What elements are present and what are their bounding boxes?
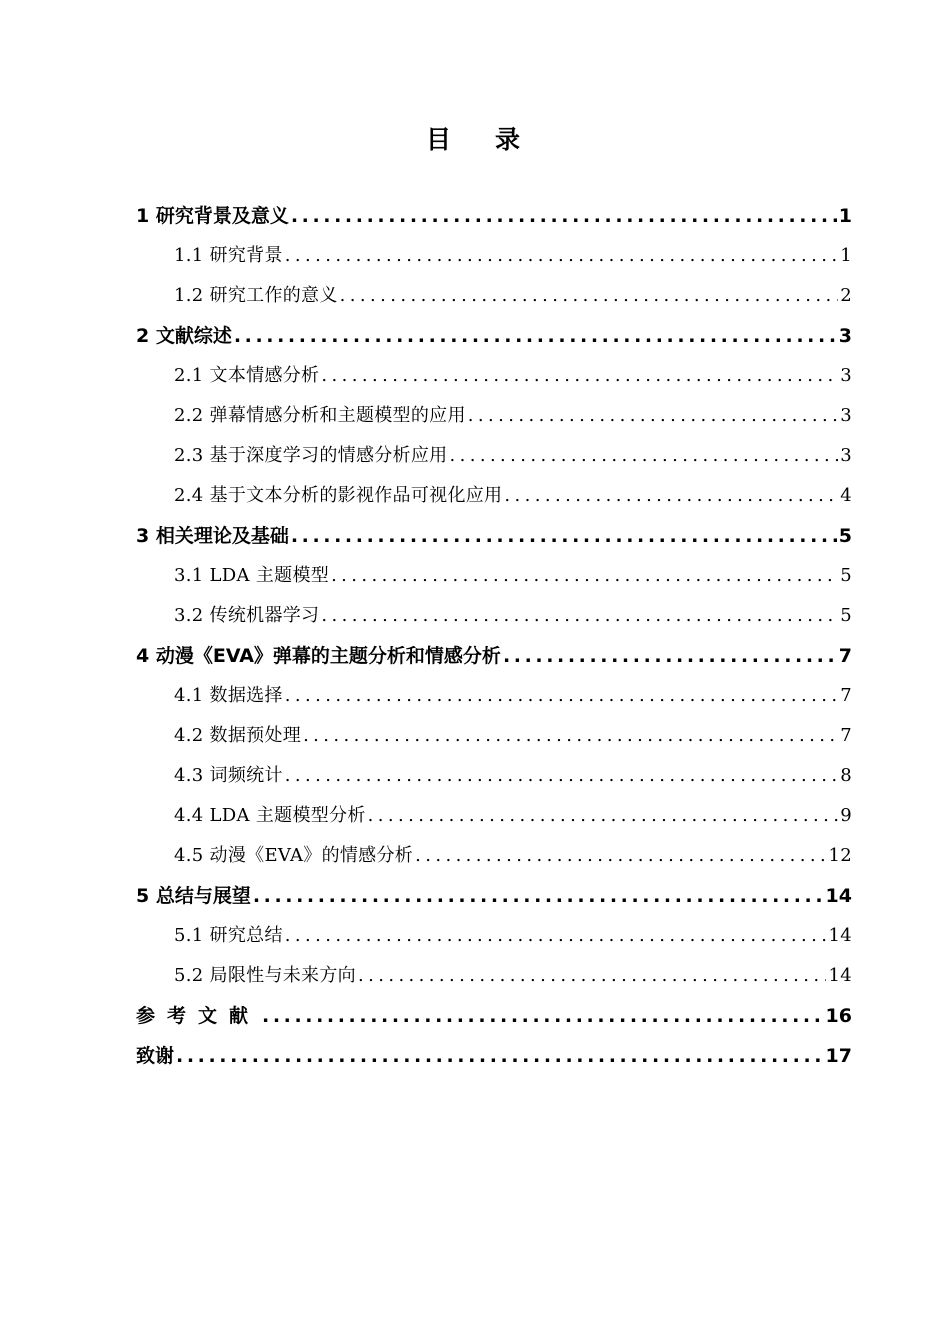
dot-leader — [368, 796, 839, 836]
toc-entry-page: 5 — [840, 605, 852, 626]
toc-entry-label: 参考文献 — [136, 1005, 261, 1027]
toc-entry-page: 3 — [840, 365, 852, 386]
toc-entry-4-3[interactable] — [136, 756, 852, 796]
dot-leader — [285, 676, 838, 716]
toc-entry-1-2[interactable] — [136, 276, 852, 316]
toc-entry-page: 3 — [840, 405, 852, 426]
toc-entry-label: 致谢 — [136, 1045, 175, 1067]
toc-entry-label: 4.3 词频统计 — [174, 765, 283, 786]
toc-entry-page: 8 — [840, 765, 852, 786]
dot-leader — [291, 516, 837, 556]
dot-leader — [321, 356, 838, 396]
dot-leader — [449, 436, 838, 476]
dot-leader — [415, 836, 826, 876]
dot-leader — [303, 716, 838, 756]
toc-entry-5-2[interactable] — [136, 956, 852, 996]
toc-entry-label: 4.2 数据预处理 — [174, 725, 302, 746]
toc-entry-page: 4 — [840, 485, 852, 506]
toc-entry-page: 16 — [825, 1005, 852, 1027]
toc-entry-label: 2.1 文本情感分析 — [174, 365, 320, 386]
toc-entry-1-1[interactable] — [136, 236, 852, 276]
dot-leader — [176, 1036, 824, 1076]
toc-entry-label: 5 总结与展望 — [136, 885, 251, 907]
toc-entry-page: 2 — [840, 285, 852, 306]
toc-entry-label: 3.1 LDA 主题模型 — [174, 565, 330, 586]
toc-entry-label: 4.1 数据选择 — [174, 685, 283, 706]
toc-entry-4-5[interactable] — [136, 836, 852, 876]
toc-entry-label: 1.1 研究背景 — [174, 245, 283, 266]
dot-leader — [503, 636, 837, 676]
toc-entry-2-2[interactable] — [136, 396, 852, 436]
dot-leader — [504, 476, 838, 516]
toc-entry-2-1[interactable] — [136, 356, 852, 396]
toc-entry-label: 4.4 LDA 主题模型分析 — [174, 805, 366, 826]
dot-leader — [291, 196, 837, 236]
toc-entry-page: 14 — [828, 965, 852, 986]
toc-entry-1[interactable] — [136, 196, 852, 236]
dot-leader — [285, 916, 827, 956]
toc-entry-label: 1.2 研究工作的意义 — [174, 285, 338, 306]
toc-entry-label: 4.5 动漫《EVA》的情感分析 — [174, 845, 414, 866]
toc-entry-4-1[interactable] — [136, 676, 852, 716]
dot-leader — [262, 996, 824, 1036]
toc-entry-page: 5 — [838, 525, 852, 547]
toc-entry-label: 3.2 传统机器学习 — [174, 605, 320, 626]
dot-leader — [285, 236, 838, 276]
toc-entry-label: 4 动漫《EVA》弹幕的主题分析和情感分析 — [136, 645, 501, 667]
toc-entry-label: 2 文献综述 — [136, 325, 232, 347]
dot-leader — [340, 276, 839, 316]
toc-entry-3-1[interactable] — [136, 556, 852, 596]
toc-entry-page: 3 — [838, 325, 852, 347]
dot-leader — [285, 756, 838, 796]
toc-entry-page: 7 — [838, 645, 852, 667]
toc-entry-page: 1 — [840, 245, 852, 266]
dot-leader — [253, 876, 824, 916]
dot-leader — [468, 396, 838, 436]
toc-entry-label: 2.3 基于深度学习的情感分析应用 — [174, 445, 448, 466]
table-of-contents — [136, 196, 852, 1076]
toc-entry-4-2[interactable] — [136, 716, 852, 756]
toc-entry-page: 7 — [840, 725, 852, 746]
toc-entry-5-1[interactable] — [136, 916, 852, 956]
toc-entry-label: 5.2 局限性与未来方向 — [174, 965, 356, 986]
toc-entry-4[interactable] — [136, 636, 852, 676]
toc-entry-page: 14 — [828, 925, 852, 946]
toc-entry-page: 7 — [840, 685, 852, 706]
toc-entry-3-2[interactable] — [136, 596, 852, 636]
toc-entry-page: 1 — [838, 205, 852, 227]
toc-entry-acknowledgements[interactable] — [136, 1036, 852, 1076]
toc-entry-page: 9 — [840, 805, 852, 826]
toc-entry-page: 12 — [828, 845, 852, 866]
dot-leader — [321, 596, 838, 636]
dot-leader — [358, 956, 827, 996]
toc-entry-page: 5 — [840, 565, 852, 586]
toc-title: 目录 — [425, 125, 564, 154]
toc-entry-label: 5.1 研究总结 — [174, 925, 283, 946]
toc-entry-page: 17 — [825, 1045, 852, 1067]
toc-entry-label: 1 研究背景及意义 — [136, 205, 289, 227]
toc-entry-page: 14 — [825, 885, 852, 907]
toc-entry-2-4[interactable] — [136, 476, 852, 516]
dot-leader — [331, 556, 838, 596]
toc-entry-label: 3 相关理论及基础 — [136, 525, 289, 547]
toc-entry-page: 3 — [840, 445, 852, 466]
toc-entry-references[interactable] — [136, 996, 852, 1036]
toc-entry-2[interactable] — [136, 316, 852, 356]
toc-entry-3[interactable] — [136, 516, 852, 556]
toc-entry-2-3[interactable] — [136, 436, 852, 476]
toc-entry-label: 2.4 基于文本分析的影视作品可视化应用 — [174, 485, 503, 506]
dot-leader — [234, 316, 837, 356]
toc-entry-label: 2.2 弹幕情感分析和主题模型的应用 — [174, 405, 466, 426]
toc-entry-5[interactable] — [136, 876, 852, 916]
toc-entry-4-4[interactable] — [136, 796, 852, 836]
